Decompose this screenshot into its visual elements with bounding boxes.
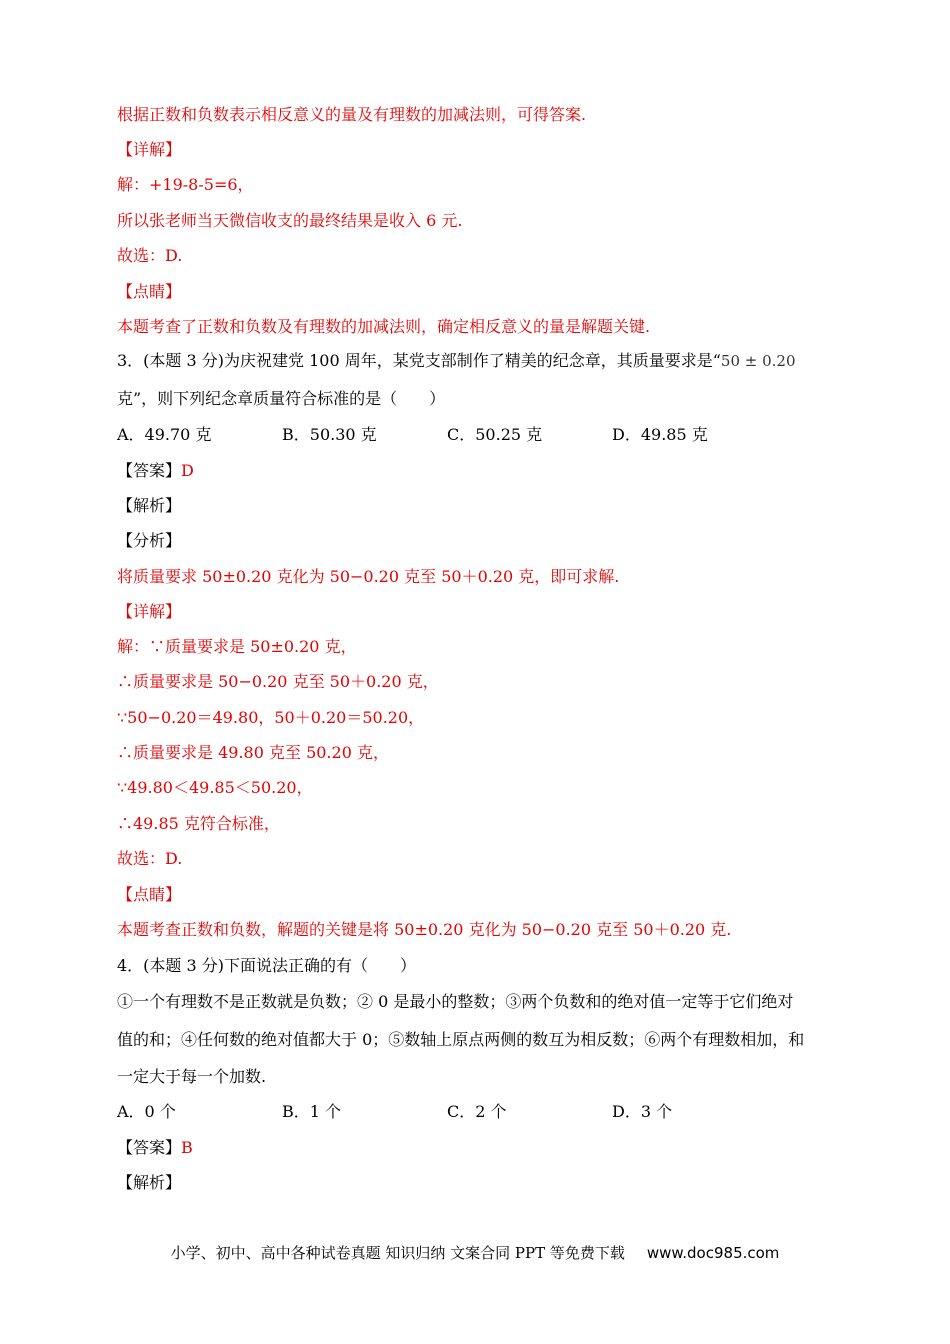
q3-detail-line: ∴质量要求是 49.80 克至 50.20 克， — [117, 743, 389, 762]
q4-stem: 4．(本题 3 分)下面说法正确的有（ ） — [117, 956, 417, 975]
q4-answer-label: 【答案】 — [117, 1138, 182, 1157]
q3-analysis-text: 将质量要求 50±0.20 克化为 50−0.20 克至 50＋0.20 克，即可求解. — [117, 567, 620, 586]
q2-detail-line: 解：+19-8-5=6， — [117, 175, 254, 194]
q4-option-a: A．0 个 — [117, 1102, 176, 1121]
q4-option-d: D．3 个 — [612, 1102, 673, 1121]
q3-option-b: B．50.30 克 — [282, 425, 377, 444]
page-footer — [0, 1242, 950, 1263]
q3-option-c: C．50.25 克 — [447, 425, 543, 444]
q4-options — [117, 1100, 837, 1124]
q3-detail-line: ∵49.80＜49.85＜50.20， — [117, 778, 313, 797]
q3-detail-line: ∴49.85 克符合标准， — [117, 814, 280, 833]
q3-option-a: A．49.70 克 — [117, 425, 212, 444]
q3-detail-line: 故选：D. — [117, 849, 183, 868]
q3-option-d: D．49.85 克 — [612, 425, 708, 444]
q3-options — [117, 423, 837, 447]
q3-answer-label: 【答案】 — [117, 461, 182, 480]
q4-answer-value: B — [181, 1138, 193, 1157]
q4-body-line: 一定大于每一个加数. — [117, 1067, 267, 1086]
q3-answer — [117, 459, 194, 483]
q3-detail-line: ∴质量要求是 50−0.20 克至 50＋0.20 克， — [117, 672, 439, 691]
q3-explain-heading: 【解析】 — [117, 496, 182, 515]
q4-option-c: C．2 个 — [447, 1102, 507, 1121]
q3-comment-text: 本题考查正数和负数，解题的关键是将 50±0.20 克化为 50−0.20 克至 50＋0.20 克. — [117, 920, 732, 939]
q3-stem — [117, 349, 796, 373]
q4-body-line: ①一个有理数不是正数就是负数；② 0 是最小的整数；③两个负数和的绝对值一定等于它们绝对 — [117, 992, 794, 1011]
q2-detail-line: 所以张老师当天微信收支的最终结果是收入 6 元. — [117, 211, 463, 230]
q2-detail-heading: 【详解】 — [117, 140, 182, 159]
q4-body-line: 值的和；④任何数的绝对值都大于 0；⑤数轴上原点两侧的数互为相反数；⑥两个有理数相加，和 — [117, 1030, 805, 1049]
q3-stem-math: 50 ± 0.20 — [720, 352, 796, 370]
q4-explain-heading: 【解析】 — [117, 1173, 182, 1192]
q4-answer — [117, 1136, 193, 1160]
q2-analysis-text: 根据正数和负数表示相反意义的量及有理数的加减法则，可得答案. — [117, 105, 587, 124]
q3-stem-part1: 3．(本题 3 分)为庆祝建党 100 周年，某党支部制作了精美的纪念章，其质量要求是“ — [117, 351, 721, 370]
q2-comment-heading: 【点睛】 — [117, 282, 182, 301]
q3-answer-value: D — [181, 461, 194, 480]
q2-comment-text: 本题考查了正数和负数及有理数的加减法则，确定相反意义的量是解题关键. — [117, 317, 651, 336]
q3-detail-heading: 【详解】 — [117, 602, 182, 621]
q3-detail-line: 解：∵质量要求是 50±0.20 克， — [117, 637, 357, 656]
q3-comment-heading: 【点睛】 — [117, 885, 182, 904]
q3-detail-line: ∵50−0.20＝49.80，50＋0.20＝50.20， — [117, 708, 425, 727]
footer-site-link[interactable]: www.doc985.com — [646, 1244, 780, 1262]
q3-stem-part2: 克”，则下列纪念章质量符合标准的是（ ） — [117, 389, 446, 408]
q3-analysis-heading: 【分析】 — [117, 531, 182, 550]
q2-detail-line: 故选：D. — [117, 246, 183, 265]
q4-option-b: B．1 个 — [282, 1102, 342, 1121]
footer-text: 小学、初中、高中各种试卷真题 知识归纳 文案合同 PPT 等免费下载 — [170, 1244, 625, 1262]
